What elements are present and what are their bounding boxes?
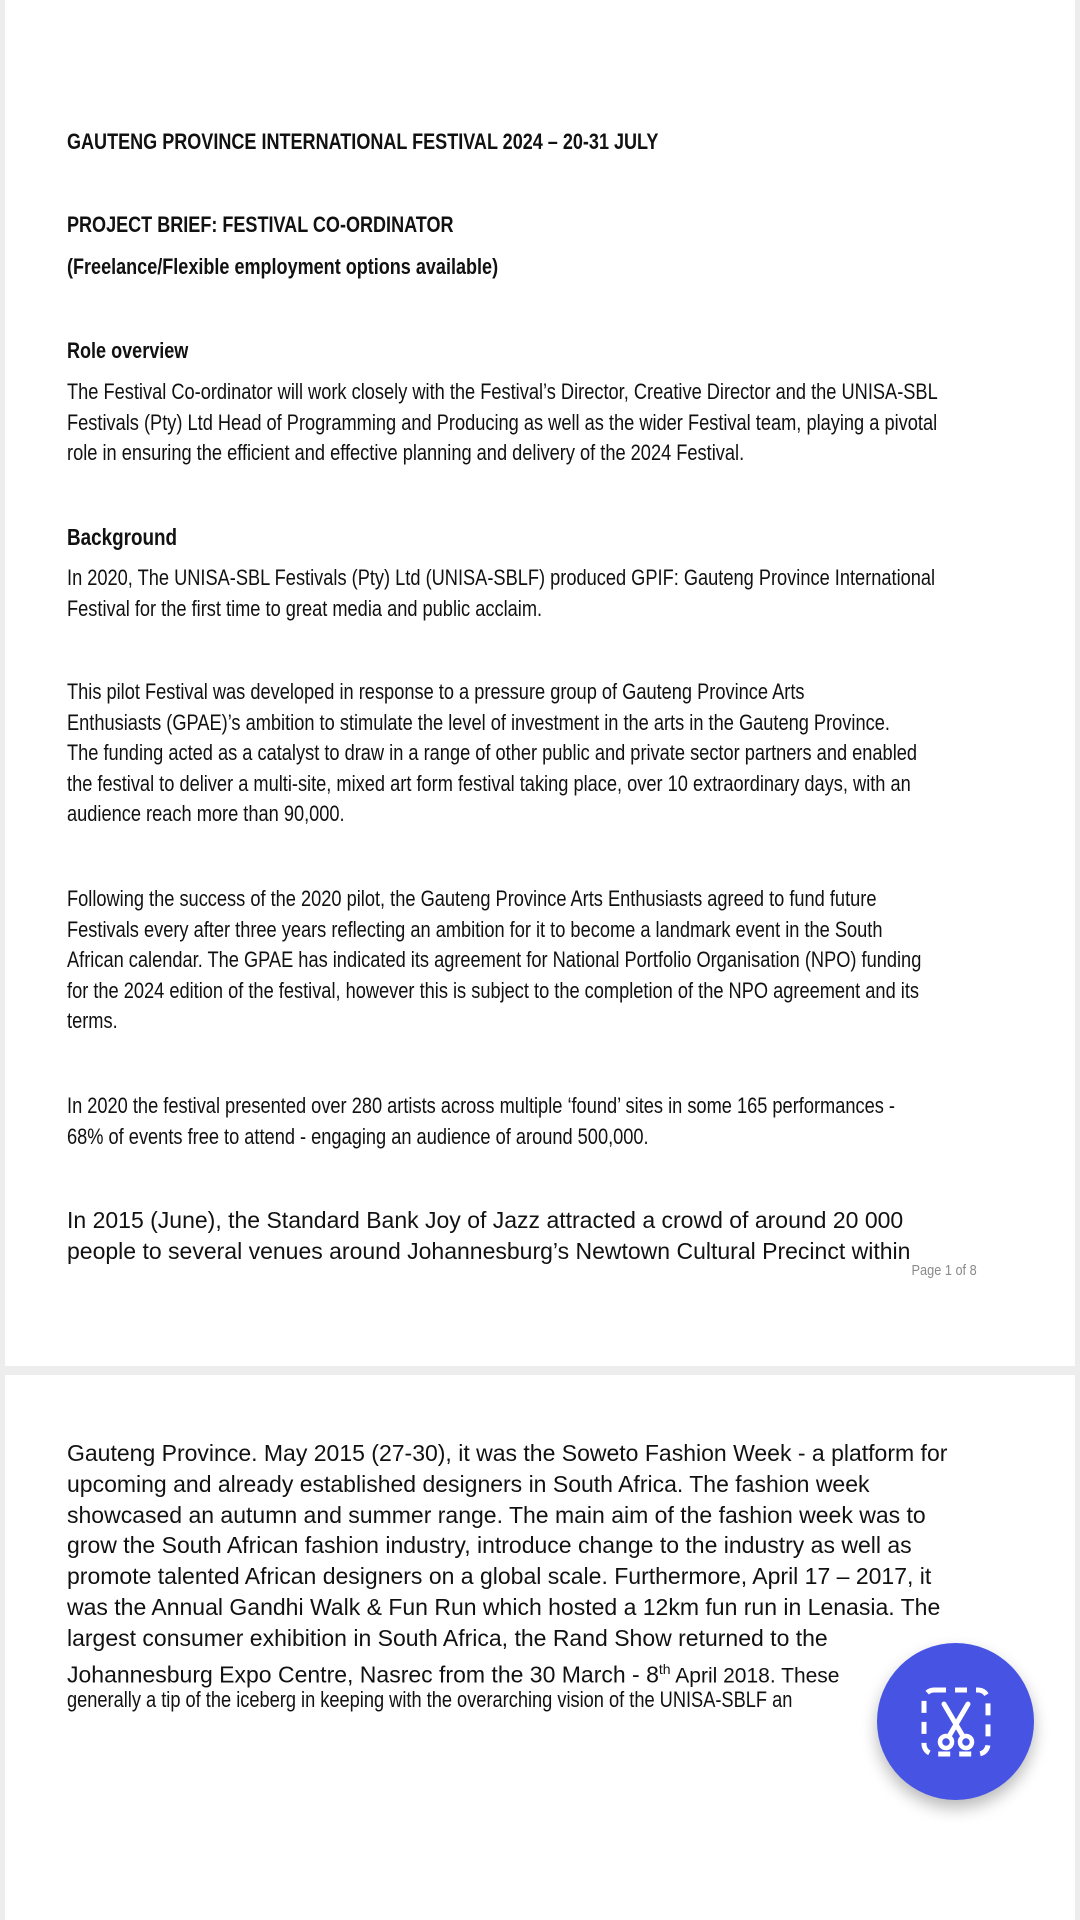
text-line: for the 2024 edition of the festival, however this is subject to the completion of the NPO agreement and its xyxy=(67,977,919,1003)
text-line: showcased an autumn and summer range. The main aim of the fashion week was to xyxy=(67,1501,926,1528)
text-line: Following the success of the 2020 pilot, the Gauteng Province Arts Enthusiasts agreed to fund future xyxy=(67,886,877,911)
text-line: upcoming and already established designers in South Africa. The fashion week xyxy=(67,1470,870,1497)
document-page-2 xyxy=(5,1375,1075,1920)
text-line: In 2020 the festival presented over 280 artists across multiple ‘found’ sites in some 165 performances - xyxy=(67,1093,895,1118)
text-line: people to several venues around Johannesburg’s Newtown Cultural Precinct within xyxy=(67,1237,911,1264)
jazz-paragraph xyxy=(67,1205,910,1267)
document-page-1 xyxy=(5,0,1075,1366)
text-line: Enthusiasts (GPAE)’s ambition to stimulate the level of investment in the arts in the Gauteng Province. xyxy=(67,709,890,735)
rand-line-start: Johannesburg Expo Centre, Nasrec from the 30 March - 8 xyxy=(67,1661,659,1688)
text-line: 68% of events free to attend - engaging an audience of around 500,000. xyxy=(67,1123,649,1149)
text-line: promote talented African designers on a global scale. Furthermore, April 17 – 2017, it xyxy=(67,1563,932,1590)
role-overview-heading: Role overview xyxy=(67,338,189,363)
brief-subheading: (Freelance/Flexible employment options available) xyxy=(67,254,499,279)
background-paragraph xyxy=(67,563,935,624)
text-line: the festival to deliver a multi-site, mixed art form festival taking place, over 10 extraordinary days, with an xyxy=(67,770,911,796)
text-line: role in ensuring the efficient and effective planning and delivery of the 2024 Festival. xyxy=(67,440,745,466)
text-line: largest consumer exhibition in South Africa, the Rand Show returned to the xyxy=(67,1624,828,1651)
text-line: terms. xyxy=(67,1008,118,1034)
text-line: African calendar. The GPAE has indicated its agreement for National Portfolio Organisation (NPO) funding xyxy=(67,947,922,973)
text-line: Festival for the first time to great media and public acclaim. xyxy=(67,595,543,621)
screenshot-fab-button[interactable] xyxy=(877,1643,1034,1800)
document-title: GAUTENG PROVINCE INTERNATIONAL FESTIVAL 2024 – 20-31 JULY xyxy=(67,129,659,154)
text-line: In 2015 (June), the Standard Bank Joy of Jazz attracted a crowd of around 20 000 xyxy=(67,1207,904,1233)
text-line: grow the South African fashion industry, introduce change to the industry as well as xyxy=(67,1532,912,1559)
pilot-paragraph xyxy=(67,677,917,830)
superscript-th: th xyxy=(658,1660,671,1677)
text-line: The Festival Co-ordinator will work closely with the Festival’s Director, Creative Director and the UNISA-SBL xyxy=(67,379,938,404)
events-paragraph xyxy=(67,1438,947,1692)
rand-line-end: April 2018. These xyxy=(670,1664,840,1688)
text-line: Festivals (Pty) Ltd Head of Programming and Producing as well as the wider Festival team, playing a pivotal xyxy=(67,409,938,435)
stats-paragraph xyxy=(67,1091,895,1152)
background-heading: Background xyxy=(67,524,178,550)
text-line: audience reach more than 90,000. xyxy=(67,801,345,827)
last-line: generally a tip of the iceberg in keeping with the overarching vision of the UNISA-SBLF an xyxy=(67,1687,793,1712)
text-line: Festivals every after three years reflecting an ambition for it to become a landmark event in the South xyxy=(67,916,883,942)
text-line: This pilot Festival was developed in response to a pressure group of Gauteng Province Arts xyxy=(67,679,805,704)
role-overview-paragraph xyxy=(67,377,938,469)
page-number: Page 1 of 8 xyxy=(911,1262,977,1279)
text-line: The funding acted as a catalyst to draw in a range of other public and private sector partners and enabled xyxy=(67,740,918,766)
text-line: In 2020, The UNISA-SBL Festivals (Pty) Ltd (UNISA-SBLF) produced GPIF: Gauteng Province International xyxy=(67,565,936,590)
brief-heading: PROJECT BRIEF: FESTIVAL CO-ORDINATOR xyxy=(67,212,454,237)
screenshot-scissors-icon xyxy=(920,1686,992,1758)
text-line: Gauteng Province. May 2015 (27-30), it was the Soweto Fashion Week - a platform for xyxy=(67,1440,948,1466)
following-paragraph xyxy=(67,884,921,1037)
text-line: was the Annual Gandhi Walk & Fun Run which hosted a 12km fun run in Lenasia. The xyxy=(67,1593,941,1620)
